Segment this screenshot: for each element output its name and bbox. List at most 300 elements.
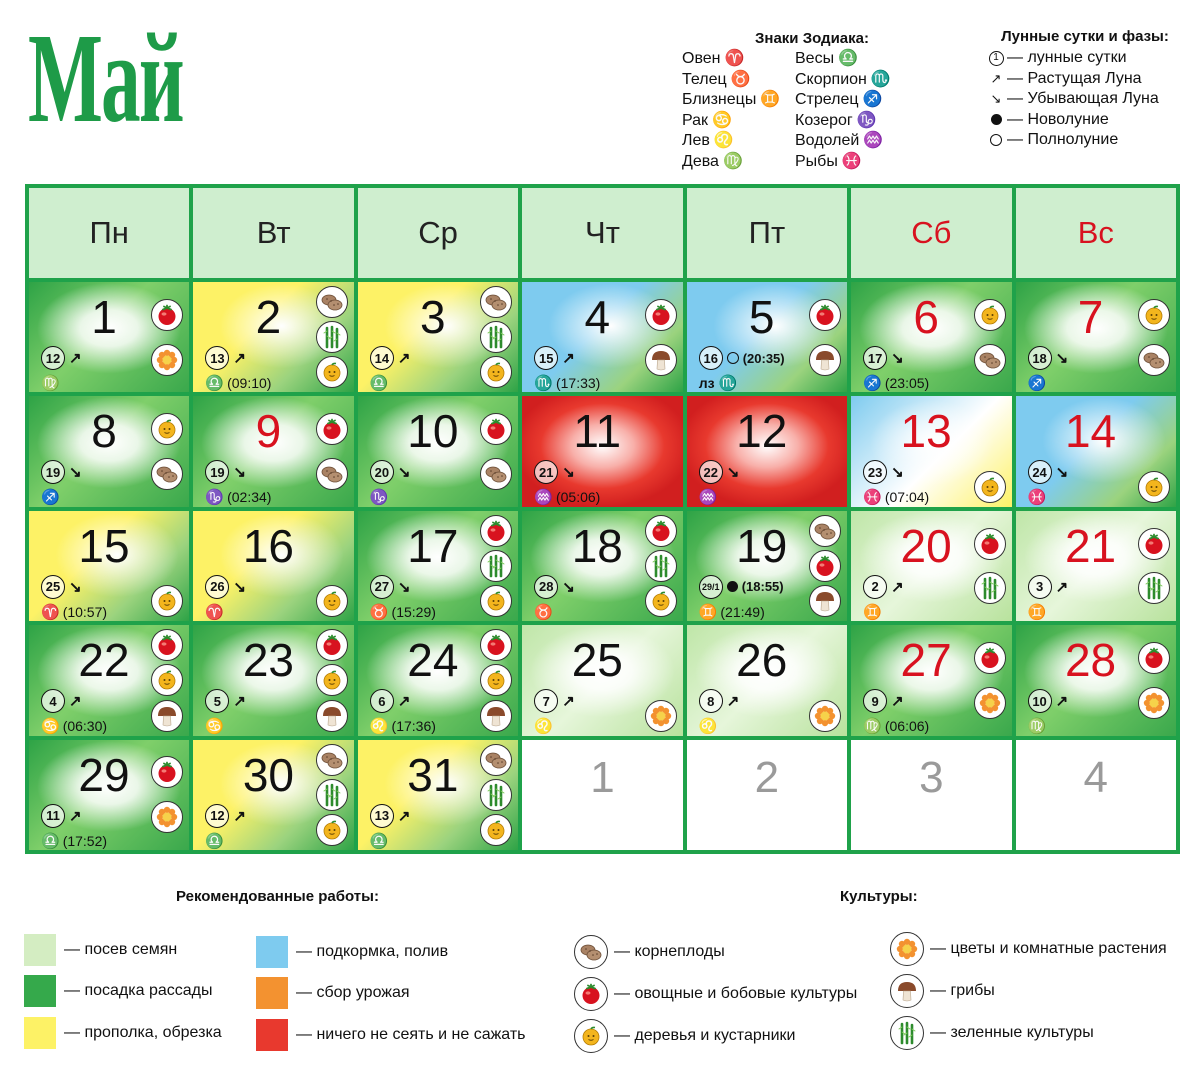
day-cell[interactable] bbox=[522, 625, 682, 735]
waning-arrow-icon: ↘ bbox=[397, 578, 411, 596]
culture-legend-text: — корнеплоды bbox=[614, 943, 725, 960]
culture-icons bbox=[316, 400, 348, 502]
day-cell[interactable] bbox=[687, 396, 847, 506]
day-cell[interactable] bbox=[358, 511, 518, 621]
zodiac-glyph-icon: ♋ bbox=[712, 111, 732, 129]
day-cell[interactable] bbox=[1016, 740, 1176, 850]
color-swatch bbox=[256, 936, 288, 968]
lunar-day-circle: 28 bbox=[534, 575, 558, 599]
lunar-day-info bbox=[863, 460, 904, 484]
day-number: 5 bbox=[748, 291, 775, 343]
mushroom-icon bbox=[809, 344, 841, 376]
day-number: 29 bbox=[78, 748, 130, 801]
waxing-arrow-icon: ↗ bbox=[891, 578, 904, 596]
lunar-legend-item bbox=[985, 130, 1185, 151]
greens-icon bbox=[890, 1016, 924, 1050]
tomato-icon bbox=[574, 977, 608, 1011]
day-number: 22 bbox=[78, 634, 130, 687]
day-cell[interactable] bbox=[1016, 282, 1176, 392]
potato-icon bbox=[316, 286, 348, 318]
culture-icons bbox=[1138, 286, 1170, 388]
culture-icons bbox=[316, 515, 348, 617]
zodiac-info bbox=[534, 488, 600, 506]
culture-icons bbox=[645, 286, 677, 388]
waxing-arrow-icon: ↗ bbox=[1055, 693, 1069, 711]
zodiac-glyph-icon: ♐ bbox=[1027, 375, 1047, 392]
lunar-day-circle: 2 bbox=[863, 575, 887, 599]
new-moon-icon bbox=[727, 581, 738, 592]
day-cell[interactable] bbox=[193, 396, 353, 506]
waning-arrow-icon: ↘ bbox=[562, 464, 575, 482]
zodiac-sign-name: Козерог bbox=[795, 111, 853, 129]
weekday-header: Пн bbox=[29, 188, 189, 278]
zodiac-glyph-icon: ♉ bbox=[534, 603, 553, 621]
flower-icon bbox=[645, 700, 677, 732]
lunar-day-info bbox=[205, 460, 246, 484]
zodiac-info bbox=[1028, 488, 1050, 506]
potato-icon bbox=[151, 458, 183, 490]
works-legend-text: — подкормка, полив bbox=[296, 943, 449, 960]
lunar-legend bbox=[985, 28, 1185, 151]
lunar-day-info bbox=[205, 575, 246, 599]
potato-icon bbox=[974, 344, 1006, 376]
works-legend-item bbox=[24, 1017, 222, 1049]
potato-icon bbox=[480, 458, 512, 490]
zodiac-info bbox=[41, 717, 107, 735]
day-cell[interactable] bbox=[29, 740, 189, 850]
waxing-arrow-icon: ↗ bbox=[233, 693, 246, 711]
fruit-icon bbox=[316, 356, 348, 388]
lunar-day-circle: 26 bbox=[205, 575, 229, 599]
zodiac-info bbox=[41, 374, 63, 392]
zodiac-glyph-icon: ♊ bbox=[863, 603, 882, 621]
day-cell[interactable] bbox=[687, 511, 847, 621]
lunar-day-circle: 4 bbox=[41, 689, 65, 713]
lunar-day-ring-icon: 1 bbox=[989, 51, 1004, 66]
day-cell[interactable] bbox=[687, 282, 847, 392]
day-number: 21 bbox=[1064, 519, 1117, 572]
works-legend-text: — ничего не сеять и не сажать bbox=[296, 1026, 526, 1043]
waxing-arrow-icon: ↗ bbox=[1055, 578, 1069, 596]
waxing-arrow-icon: ↗ bbox=[726, 693, 740, 711]
lunar-day-info bbox=[863, 689, 904, 713]
new-moon-dot bbox=[991, 114, 1002, 125]
lunar-day-circle: 27 bbox=[370, 575, 394, 599]
day-number: 13 bbox=[900, 405, 952, 458]
fruit-icon bbox=[1138, 299, 1170, 331]
full-moon-icon bbox=[985, 134, 1007, 146]
culture-icons bbox=[480, 286, 512, 388]
culture-icons bbox=[480, 400, 512, 502]
works-legend-text: — сбор урожая bbox=[296, 984, 410, 1001]
day-number: 7 bbox=[1077, 291, 1104, 343]
zodiac-info bbox=[699, 603, 765, 621]
works-legend-item bbox=[256, 1019, 526, 1051]
flower-icon bbox=[1138, 687, 1170, 719]
lunar-day-info bbox=[863, 575, 904, 599]
lunar-legend-text: — Полнолуние bbox=[1007, 131, 1119, 148]
potato-icon bbox=[574, 935, 608, 969]
fruit-icon bbox=[974, 299, 1006, 331]
cultures-legend-title: Культуры: bbox=[840, 888, 918, 905]
mushroom-icon bbox=[809, 585, 841, 617]
works-legend-item bbox=[24, 934, 177, 966]
culture-legend-text: — овощные и бобовые культуры bbox=[614, 985, 858, 1002]
waning-arrow-icon: ↘ bbox=[726, 464, 740, 482]
lunar-day-circle: 18 bbox=[1028, 346, 1052, 370]
tomato-icon bbox=[151, 756, 183, 788]
fruit-icon bbox=[316, 585, 348, 617]
mushroom-icon bbox=[480, 700, 512, 732]
day-cell[interactable] bbox=[1016, 511, 1176, 621]
day-number: 4 bbox=[1083, 752, 1109, 802]
day-number: 24 bbox=[407, 634, 459, 687]
zodiac-glyph-icon: ♎ bbox=[205, 832, 225, 850]
zodiac-change-time: (07:04) bbox=[884, 489, 930, 506]
zodiac-sign-name: Телец bbox=[682, 70, 727, 88]
day-number: 27 bbox=[900, 634, 952, 687]
zodiac-legend-item bbox=[682, 111, 795, 132]
day-number: 6 bbox=[913, 291, 939, 343]
lunar-day-circle: 10 bbox=[1028, 689, 1052, 713]
lunar-day-circle: 15 bbox=[534, 346, 558, 370]
day-cell[interactable] bbox=[851, 625, 1011, 735]
waning-arrow-icon: ↘ bbox=[233, 464, 246, 482]
zodiac-info bbox=[205, 717, 227, 735]
lunar-legend-item bbox=[985, 110, 1185, 131]
day-number: 30 bbox=[242, 748, 294, 801]
fruit-icon bbox=[316, 814, 348, 846]
zodiac-glyph-icon: ♏ bbox=[870, 70, 891, 88]
flower-icon bbox=[151, 344, 183, 376]
waxing-arrow-icon: ↗ bbox=[69, 350, 82, 367]
fruit-icon bbox=[1138, 471, 1170, 503]
zodiac-info bbox=[1028, 374, 1050, 392]
zodiac-legend-item bbox=[795, 49, 908, 70]
zodiac-glyph-icon: ♎ bbox=[205, 375, 225, 392]
day-cell[interactable] bbox=[29, 396, 189, 506]
day-cell[interactable] bbox=[1016, 396, 1176, 506]
zodiac-legend-item bbox=[682, 152, 795, 173]
lunar-day-circle: 20 bbox=[370, 460, 394, 484]
day-number: 31 bbox=[407, 748, 459, 801]
fruit-icon bbox=[974, 471, 1006, 503]
zodiac-glyph-icon: ♊ bbox=[1027, 603, 1047, 621]
culture-legend-text: — деревья и кустарники bbox=[614, 1027, 796, 1044]
lunar-day-info bbox=[205, 346, 246, 370]
day-number: 1 bbox=[91, 291, 117, 343]
zodiac-info bbox=[699, 717, 721, 735]
flower-icon bbox=[974, 687, 1006, 719]
weekday-header: Вт bbox=[193, 188, 353, 278]
culture-icons bbox=[645, 629, 677, 731]
zodiac-glyph-icon: ♉ bbox=[730, 70, 751, 88]
day-cell[interactable] bbox=[851, 511, 1011, 621]
greens-icon bbox=[316, 321, 348, 353]
zodiac-glyph-icon: ♏ bbox=[534, 375, 553, 392]
lunar-legend-symbol-icon bbox=[985, 51, 1007, 66]
zodiac-info bbox=[863, 374, 929, 392]
flower-icon bbox=[890, 932, 924, 966]
lunar-day-info bbox=[41, 804, 82, 828]
lunar-day-circle: 23 bbox=[863, 460, 887, 484]
lunar-day-circle: 22 bbox=[699, 460, 723, 484]
day-number: 18 bbox=[571, 519, 623, 572]
lunar-legend-text: — Растущая Луна bbox=[1007, 69, 1142, 87]
zodiac-info bbox=[41, 488, 63, 506]
zodiac-glyph-icon: ♊ bbox=[760, 91, 781, 108]
day-number: 9 bbox=[255, 405, 282, 458]
waxing-arrow-icon: ↗ bbox=[397, 807, 411, 825]
culture-icons bbox=[809, 515, 841, 617]
waxing-arrow-icon: ↗ bbox=[397, 350, 411, 367]
zodiac-change-time: (10:57) bbox=[62, 603, 108, 620]
day-cell[interactable] bbox=[29, 511, 189, 621]
culture-icons bbox=[645, 515, 677, 617]
waxing-arrow-icon: ↗ bbox=[233, 807, 246, 825]
lunar-day-circle: 5 bbox=[205, 689, 229, 713]
lunar-day-circle: 12 bbox=[41, 346, 65, 370]
zodiac-change-time: (17:52) bbox=[62, 832, 108, 849]
lunar-day-info bbox=[1028, 689, 1069, 713]
waning-arrow-icon: ↘ bbox=[69, 578, 82, 596]
culture-legend-item bbox=[574, 977, 857, 1011]
color-swatch bbox=[256, 977, 288, 1009]
mushroom-icon bbox=[151, 700, 183, 732]
lunar-day-circle: 9 bbox=[863, 689, 887, 713]
zodiac-info bbox=[205, 374, 271, 392]
zodiac-legend-left-column bbox=[682, 49, 795, 172]
greens-icon bbox=[480, 779, 512, 811]
zodiac-info bbox=[1028, 717, 1050, 735]
greens-icon bbox=[974, 572, 1006, 604]
day-number: 1 bbox=[590, 752, 615, 802]
waxing-arrow-icon: ↗ bbox=[990, 70, 1002, 86]
lunar-day-info bbox=[699, 346, 785, 370]
waxing-arrow-icon: ↗ bbox=[233, 350, 246, 367]
works-legend-text: — посадка рассады bbox=[64, 982, 213, 999]
lunar-day-circle: 12 bbox=[205, 804, 229, 828]
zodiac-glyph-icon: ♈ bbox=[724, 50, 745, 67]
zodiac-glyph-icon: ♍ bbox=[863, 718, 882, 736]
zodiac-info bbox=[205, 832, 227, 850]
zodiac-glyph-icon: ♑ bbox=[205, 489, 225, 507]
tomato-icon bbox=[151, 299, 183, 331]
greens-icon bbox=[480, 550, 512, 582]
lunar-day-info bbox=[205, 689, 246, 713]
day-cell[interactable] bbox=[358, 625, 518, 735]
day-number: 4 bbox=[584, 291, 611, 343]
tomato-icon bbox=[645, 299, 677, 331]
lunar-day-info bbox=[370, 460, 411, 484]
culture-legend-item bbox=[890, 932, 1167, 966]
zodiac-glyph-icon: ♈ bbox=[41, 603, 60, 621]
lunar-day-circle: 29/1 bbox=[699, 575, 723, 599]
day-number: 15 bbox=[78, 519, 130, 572]
tomato-icon bbox=[974, 528, 1006, 560]
zodiac-legend-item bbox=[795, 111, 908, 132]
culture-icons bbox=[316, 744, 348, 846]
zodiac-info bbox=[370, 603, 436, 621]
zodiac-glyph-icon: ♑ bbox=[856, 111, 877, 129]
waning-arrow-icon: ↘ bbox=[1055, 464, 1069, 482]
greens-icon bbox=[480, 321, 512, 353]
lunar-day-circle: 17 bbox=[863, 346, 887, 370]
lunar-day-info bbox=[41, 689, 82, 713]
zodiac-glyph-icon: ♈ bbox=[205, 603, 225, 621]
zodiac-info bbox=[41, 603, 107, 621]
day-number: 26 bbox=[736, 634, 788, 687]
day-number: 19 bbox=[736, 519, 788, 572]
greens-icon bbox=[316, 779, 348, 811]
culture-icons bbox=[809, 286, 841, 388]
zodiac-change-time: (17:33) bbox=[555, 375, 601, 391]
tomato-icon bbox=[1138, 528, 1170, 560]
zodiac-glyph-icon: ♏ bbox=[718, 375, 738, 392]
day-number: 14 bbox=[1064, 405, 1117, 458]
day-number: 3 bbox=[919, 752, 944, 802]
day-cell[interactable] bbox=[687, 740, 847, 850]
culture-icons bbox=[1138, 515, 1170, 617]
zodiac-info bbox=[370, 488, 392, 506]
day-cell[interactable] bbox=[29, 625, 189, 735]
full-moon-circle bbox=[990, 134, 1002, 146]
culture-icons bbox=[480, 629, 512, 731]
lunar-day-info bbox=[699, 575, 784, 599]
culture-icons bbox=[316, 629, 348, 731]
potato-icon bbox=[316, 458, 348, 490]
weekday-header: Ср bbox=[358, 188, 518, 278]
day-cell[interactable] bbox=[1016, 625, 1176, 735]
flower-icon bbox=[809, 700, 841, 732]
zodiac-legend-item bbox=[682, 70, 795, 91]
zodiac-info bbox=[205, 488, 271, 506]
day-number: 11 bbox=[573, 405, 622, 458]
zodiac-legend-item bbox=[795, 131, 908, 152]
zodiac-change-time: (15:29) bbox=[391, 603, 436, 620]
day-cell[interactable] bbox=[522, 396, 682, 506]
zodiac-sign-name: Дева bbox=[682, 152, 719, 170]
day-number: 16 bbox=[242, 519, 294, 572]
day-cell[interactable] bbox=[358, 396, 518, 506]
zodiac-glyph-icon: ♌ bbox=[369, 718, 389, 736]
culture-legend-item bbox=[890, 974, 995, 1008]
zodiac-info bbox=[699, 488, 721, 506]
zodiac-info bbox=[370, 832, 392, 850]
zodiac-glyph-icon: ♍ bbox=[41, 375, 60, 392]
flower-icon bbox=[151, 801, 183, 833]
day-cell[interactable] bbox=[193, 625, 353, 735]
day-cell[interactable] bbox=[522, 740, 682, 850]
calendar-grid bbox=[25, 184, 1180, 854]
waxing-arrow-icon: ↗ bbox=[69, 807, 82, 825]
lunar-day-circle: 25 bbox=[41, 575, 65, 599]
culture-icons bbox=[974, 515, 1006, 617]
culture-icons bbox=[151, 744, 183, 846]
waxing-arrow-icon: ↗ bbox=[69, 693, 82, 711]
lunar-day-info bbox=[863, 346, 904, 370]
lunar-legend-text: — Убывающая Луна bbox=[1007, 90, 1159, 107]
greens-icon bbox=[1138, 572, 1170, 604]
day-cell[interactable] bbox=[29, 282, 189, 392]
color-swatch bbox=[256, 1019, 288, 1051]
waning-arrow-icon: ↘ bbox=[990, 91, 1002, 106]
day-cell[interactable] bbox=[193, 511, 353, 621]
zodiac-legend-item bbox=[795, 70, 908, 91]
day-number: 25 bbox=[571, 634, 623, 687]
lunar-day-info bbox=[370, 804, 411, 828]
day-cell[interactable] bbox=[522, 282, 682, 392]
day-cell[interactable] bbox=[851, 740, 1011, 850]
zodiac-change-time: (21:49) bbox=[720, 603, 765, 620]
zodiac-change-time: (09:10) bbox=[227, 375, 272, 391]
lunar-legend-text: — Новолуние bbox=[1007, 110, 1109, 128]
fruit-icon bbox=[480, 664, 512, 696]
lunar-day-info bbox=[370, 575, 411, 599]
mushroom-icon bbox=[316, 700, 348, 732]
tomato-icon bbox=[645, 515, 677, 547]
zodiac-glyph-icon: ♊ bbox=[698, 603, 718, 621]
zodiac-glyph-icon: ♍ bbox=[1027, 718, 1047, 736]
weekday-header: Чт bbox=[522, 188, 682, 278]
zodiac-glyph-icon: ♍ bbox=[722, 152, 743, 170]
lunar-day-info bbox=[41, 346, 82, 370]
waxing-arrow-icon: ↗ bbox=[562, 693, 575, 711]
day-cell[interactable] bbox=[687, 625, 847, 735]
works-legend-title: Рекомендованные работы: bbox=[176, 888, 379, 905]
zodiac-change-time: (17:36) bbox=[391, 718, 436, 735]
zodiac-glyph-icon: ♓ bbox=[863, 489, 882, 507]
lunar-day-info bbox=[41, 575, 82, 599]
zodiac-info bbox=[534, 603, 556, 621]
day-cell[interactable] bbox=[193, 282, 353, 392]
weekday-header: Пт bbox=[687, 188, 847, 278]
culture-icons bbox=[480, 515, 512, 617]
lunar-day-info bbox=[534, 460, 575, 484]
zodiac-glyph-icon: ♎ bbox=[369, 832, 389, 850]
zodiac-legend-item bbox=[682, 131, 795, 152]
culture-legend-item bbox=[574, 1019, 795, 1053]
zodiac-sign-name: Стрелец bbox=[795, 91, 859, 108]
zodiac-glyph-icon: ♋ bbox=[205, 718, 225, 736]
lunar-day-info bbox=[1028, 460, 1069, 484]
waxing-arrow-icon: ↗ bbox=[891, 693, 904, 711]
weekday-header: Сб bbox=[851, 188, 1011, 278]
fruit-icon bbox=[151, 585, 183, 617]
culture-icons bbox=[151, 629, 183, 731]
works-legend-item bbox=[256, 977, 410, 1009]
lunar-day-circle: 11 bbox=[41, 804, 65, 828]
day-number: 8 bbox=[91, 405, 117, 458]
fruit-icon bbox=[645, 585, 677, 617]
potato-icon bbox=[1138, 344, 1170, 376]
tomato-icon bbox=[316, 629, 348, 661]
day-cell[interactable] bbox=[851, 396, 1011, 506]
zodiac-sign-name: Близнецы bbox=[682, 91, 757, 108]
lunar-legend-item bbox=[985, 89, 1185, 110]
day-cell[interactable] bbox=[522, 511, 682, 621]
tomato-icon bbox=[480, 515, 512, 547]
day-cell[interactable] bbox=[358, 282, 518, 392]
day-cell[interactable] bbox=[193, 740, 353, 850]
zodiac-info bbox=[41, 832, 107, 850]
day-cell[interactable] bbox=[358, 740, 518, 850]
zodiac-sign-name: Весы bbox=[795, 50, 835, 67]
lunar-day-circle: 19 bbox=[205, 460, 229, 484]
day-cell[interactable] bbox=[851, 282, 1011, 392]
zodiac-sign-name: Скорпион bbox=[795, 70, 867, 88]
weekday-header: Вс bbox=[1016, 188, 1176, 278]
